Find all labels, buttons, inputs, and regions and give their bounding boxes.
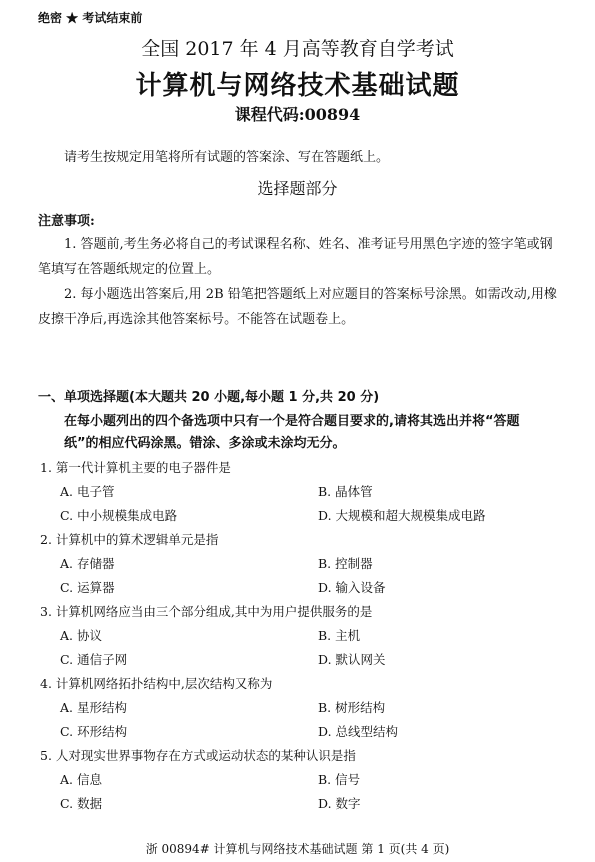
paper-title: 计算机与网络技术基础试题 xyxy=(135,71,460,101)
part-description: 在每小题列出的四个备选项中只有一个是符合题目要求的,请将其选出并将“答题 xyxy=(64,414,520,429)
page-footer: 浙 00894# 计算机与网络技术基础试题 第 1 页(共 4 页) xyxy=(145,842,450,856)
option-d: D. 默认网关 xyxy=(318,652,386,667)
option-b: B. 主机 xyxy=(318,628,361,643)
option-d: D. 数字 xyxy=(318,796,361,811)
part-description: 纸”的相应代码涂黑。错涂、多涂或未涂均无分。 xyxy=(64,436,346,451)
section-title: 选择题部分 xyxy=(257,179,338,198)
option-a: A. 存储器 xyxy=(60,556,115,571)
exam-title: 全国 2017 年 4 月高等教育自学考试 xyxy=(141,38,454,60)
option-a: A. 星形结构 xyxy=(60,700,127,715)
note-item: 1. 答题前,考生务必将自己的考试课程名称、姓名、准考证号用黑色字迹的签字笔或钢笔填写在答题纸规定的位置上。 xyxy=(38,237,553,277)
answer-instruction: 请考生按规定用笔将所有试题的答案涂、写在答题纸上。 xyxy=(64,150,390,165)
option-b: B. 树形结构 xyxy=(318,700,386,715)
option-c: C. 运算器 xyxy=(60,580,115,595)
part-heading: 一、单项选择题(本大题共 20 小题,每小题 1 分,共 20 分) xyxy=(38,390,380,405)
question-stem: 3. 计算机网络应当由三个部分组成,其中为用户提供服务的是 xyxy=(40,604,373,619)
option-b: B. 控制器 xyxy=(318,556,373,571)
question-stem: 1. 第一代计算机主要的电子器件是 xyxy=(40,460,231,475)
option-c: C. 数据 xyxy=(60,796,103,811)
confidential-label: 绝密 ★ 考试结束前 xyxy=(38,11,143,25)
option-a: A. 电子管 xyxy=(60,484,115,499)
question-stem: 2. 计算机中的算术逻辑单元是指 xyxy=(40,532,219,547)
option-d: D. 输入设备 xyxy=(318,580,386,595)
option-d: D. 大规模和超大规模集成电路 xyxy=(318,508,486,523)
question-stem: 4. 计算机网络拓扑结构中,层次结构又称为 xyxy=(40,676,273,691)
option-c: C. 通信子网 xyxy=(60,652,128,667)
option-b: B. 信号 xyxy=(318,772,361,787)
option-c: C. 中小规模集成电路 xyxy=(60,508,178,523)
option-d: D. 总线型结构 xyxy=(318,724,399,739)
course-code: 课程代码:00894 xyxy=(234,105,361,124)
option-a: A. 信息 xyxy=(60,772,102,787)
option-b: B. 晶体管 xyxy=(318,484,373,499)
question-stem: 5. 人对现实世界事物存在方式或运动状态的某种认识是指 xyxy=(40,748,356,763)
note-item: 2. 每小题选出答案后,用 2B 铅笔把答题纸上对应题目的答案标号涂黑。如需改动,用橡皮擦干净后,再选涂其他答案标号。不能答在试题卷上。 xyxy=(38,287,557,327)
notes-heading: 注意事项: xyxy=(38,214,95,229)
option-a: A. 协议 xyxy=(60,628,102,643)
option-c: C. 环形结构 xyxy=(60,724,128,739)
